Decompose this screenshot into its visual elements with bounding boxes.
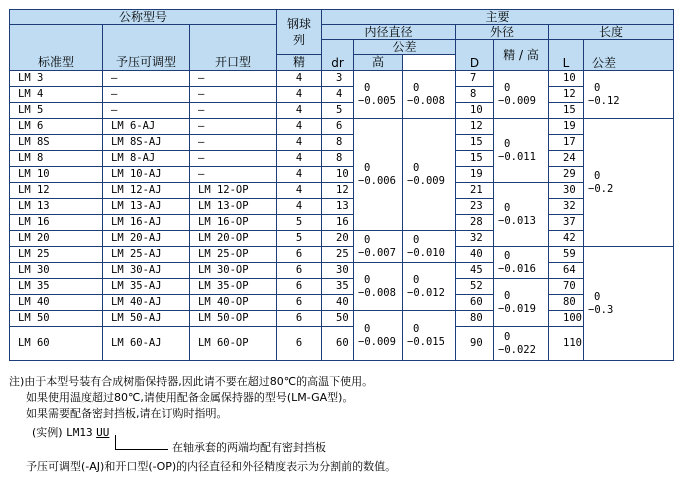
cell-D: 40 (456, 247, 494, 263)
cell-preload: LM 50-AJ (103, 311, 190, 327)
cell-open: LM 50-OP (190, 311, 277, 327)
cell-standard: LM 3 (10, 71, 103, 87)
spec-body (10, 71, 674, 361)
note-line-3: 如果需要配备密封挡板,请在订购时指明。 (26, 407, 228, 420)
cell-preload: LM 40-AJ (103, 295, 190, 311)
cell-preload: LM 60-AJ (103, 327, 190, 361)
header-balls-line2: 列 (292, 33, 305, 47)
cell-outer-tol-upper: 0 (504, 330, 511, 343)
cell-inner-precision-tol (354, 71, 403, 119)
cell-L: 12 (549, 87, 584, 103)
cell-standard: LM 50 (10, 311, 103, 327)
table-row (10, 151, 674, 167)
cell-balls: 4 (277, 103, 322, 119)
header-inner-tolerance: 公差 (354, 40, 456, 55)
cell-outer-tol-lower: −0.011 (498, 150, 536, 163)
cell-D: 28 (456, 215, 494, 231)
cell-D: 45 (456, 263, 494, 279)
table-row (10, 263, 674, 279)
cell-balls: 4 (277, 119, 322, 135)
cell-D: 15 (456, 135, 494, 151)
cell-L: 70 (549, 279, 584, 295)
header-standard: 标准型 (10, 25, 103, 71)
cell-open: — (190, 71, 277, 87)
cell-balls: 4 (277, 183, 322, 199)
cell-inner-high-tol (403, 263, 456, 311)
cell-standard: LM 35 (10, 279, 103, 295)
cell-open: LM 12-OP (190, 183, 277, 199)
header-outer-tolerance: 精 / 高 (494, 40, 549, 71)
cell-outer-tol-lower: −0.022 (498, 343, 536, 356)
cell-balls: 5 (277, 215, 322, 231)
cell-open: — (190, 87, 277, 103)
cell-inner-high-tol (403, 311, 456, 361)
cell-preload: LM 10-AJ (103, 167, 190, 183)
cell-standard: LM 16 (10, 215, 103, 231)
cell-outer-tol (494, 327, 549, 361)
cell-L: 80 (549, 295, 584, 311)
cell-open: — (190, 135, 277, 151)
cell-preload: — (103, 103, 190, 119)
table-row (10, 215, 674, 231)
cell-balls: 6 (277, 295, 322, 311)
cell-preload: LM 20-AJ (103, 231, 190, 247)
cell-dr: 35 (322, 279, 354, 295)
cell-length-tol (584, 71, 674, 119)
cell-dr: 5 (322, 103, 354, 119)
cell-standard: LM 12 (10, 183, 103, 199)
cell-L: 19 (549, 119, 584, 135)
cell-L: 29 (549, 167, 584, 183)
cell-dr: 6 (322, 119, 354, 135)
table-row (10, 119, 674, 135)
cell-outer-tol-upper: 0 (504, 81, 511, 94)
cell-outer-tol (494, 71, 549, 119)
cell-balls: 4 (277, 87, 322, 103)
cell-balls: 4 (277, 151, 322, 167)
cell-outer-tol (494, 247, 549, 279)
cell-inner-precision-tol-lower: −0.006 (358, 174, 396, 187)
cell-length-tol-lower: −0.3 (588, 303, 614, 316)
cell-standard: LM 8 (10, 151, 103, 167)
header-main: 主要 (322, 10, 674, 25)
table-row (10, 231, 674, 247)
cell-length-tol-upper: 0 (594, 290, 601, 303)
cell-balls: 5 (277, 231, 322, 247)
table-row (10, 183, 674, 199)
cell-preload: LM 16-AJ (103, 215, 190, 231)
cell-length-tol-lower: −0.2 (588, 182, 614, 195)
cell-inner-precision-tol-lower: −0.008 (358, 286, 396, 299)
cell-standard: LM 5 (10, 103, 103, 119)
cell-inner-precision-tol-upper: 0 (364, 161, 371, 174)
cell-standard: LM 20 (10, 231, 103, 247)
cell-inner-precision-tol (354, 231, 403, 263)
table-row (10, 87, 674, 103)
cell-length-tol-upper: 0 (594, 169, 601, 182)
cell-balls: 6 (277, 279, 322, 295)
cell-outer-tol-lower: −0.019 (498, 302, 536, 315)
cell-D: 80 (456, 311, 494, 327)
table-row (10, 279, 674, 295)
cell-dr: 4 (322, 87, 354, 103)
cell-inner-precision-tol-lower: −0.007 (358, 246, 396, 259)
cell-length-tol (584, 247, 674, 361)
cell-open: LM 60-OP (190, 327, 277, 361)
cell-D: 23 (456, 199, 494, 215)
header-precision: 精 (277, 55, 322, 71)
cell-inner-high-tol-upper: 0 (413, 273, 420, 286)
cell-standard: LM 25 (10, 247, 103, 263)
header-length: 长度 (549, 25, 674, 40)
cell-preload: LM 25-AJ (103, 247, 190, 263)
table-row (10, 295, 674, 311)
cell-preload: LM 8-AJ (103, 151, 190, 167)
cell-balls: 4 (277, 71, 322, 87)
cell-inner-high-tol (403, 231, 456, 263)
cell-L: 10 (549, 71, 584, 87)
cell-outer-tol (494, 279, 549, 327)
cell-open: LM 35-OP (190, 279, 277, 295)
header-D: D (456, 40, 494, 71)
cell-inner-high-tol-lower: −0.015 (407, 335, 445, 348)
cell-D: 7 (456, 71, 494, 87)
cell-inner-high-tol-upper: 0 (413, 233, 420, 246)
cell-preload: LM 35-AJ (103, 279, 190, 295)
header-balls-line1: 钢球 (286, 17, 311, 31)
cell-outer-tol (494, 119, 549, 183)
table-row (10, 247, 674, 263)
cell-inner-high-tol (403, 71, 456, 119)
table-row (10, 103, 674, 119)
cell-inner-precision-tol-upper: 0 (364, 322, 371, 335)
cell-balls: 4 (277, 199, 322, 215)
cell-dr: 30 (322, 263, 354, 279)
cell-standard: LM 6 (10, 119, 103, 135)
note-last: 予压可调型(-AJ)和开口型(-OP)的内径直径和外径精度表示为分割前的数值。 (26, 460, 397, 473)
cell-inner-high-tol-lower: −0.012 (407, 286, 445, 299)
cell-outer-tol-upper: 0 (504, 289, 511, 302)
cell-D: 52 (456, 279, 494, 295)
example (32, 426, 109, 440)
cell-D: 21 (456, 183, 494, 199)
cell-balls: 6 (277, 263, 322, 279)
cell-inner-high-tol-upper: 0 (413, 81, 420, 94)
cell-balls: 6 (277, 247, 322, 263)
cell-standard: LM 10 (10, 167, 103, 183)
cell-outer-tol-upper: 0 (504, 137, 511, 150)
cell-dr: 60 (322, 327, 354, 361)
header-preload: 予压可调型 (103, 25, 190, 71)
note-line-1: 注)由于本型号装有合成树脂保持器,因此请不要在超过80℃的高温下使用。 (9, 375, 374, 388)
cell-dr: 40 (322, 295, 354, 311)
cell-L: 64 (549, 263, 584, 279)
header-inner-diameter: 内径直径 (322, 25, 456, 40)
cell-dr: 50 (322, 311, 354, 327)
cell-outer-tol-upper: 0 (504, 249, 511, 262)
cell-L: 32 (549, 199, 584, 215)
cell-open: LM 25-OP (190, 247, 277, 263)
note-line-2: 如果使用温度超过80℃,请使用配备金属保持器的型号(LM-GA型)。 (26, 391, 354, 404)
cell-preload: — (103, 71, 190, 87)
cell-dr: 3 (322, 71, 354, 87)
cell-inner-high-tol-lower: −0.010 (407, 246, 445, 259)
cell-standard: LM 60 (10, 327, 103, 361)
cell-D: 32 (456, 231, 494, 247)
cell-D: 12 (456, 119, 494, 135)
cell-L: 30 (549, 183, 584, 199)
cell-preload: LM 12-AJ (103, 183, 190, 199)
cell-dr: 8 (322, 151, 354, 167)
cell-inner-high-tol-lower: −0.009 (407, 174, 445, 187)
cell-L: 15 (549, 103, 584, 119)
table-row (10, 311, 674, 327)
cell-outer-tol-lower: −0.013 (498, 214, 536, 227)
cell-open: — (190, 103, 277, 119)
cell-D: 90 (456, 327, 494, 361)
cell-open: — (190, 167, 277, 183)
cell-outer-tol-lower: −0.016 (498, 262, 536, 275)
cell-standard: LM 13 (10, 199, 103, 215)
header-high: 高 (354, 55, 403, 71)
example-leader-line (115, 435, 168, 450)
table-row (10, 167, 674, 183)
cell-dr: 10 (322, 167, 354, 183)
header-nominal: 公称型号 (10, 10, 277, 25)
cell-inner-precision-tol-upper: 0 (364, 273, 371, 286)
cell-D: 19 (456, 167, 494, 183)
cell-open: LM 16-OP (190, 215, 277, 231)
cell-open: LM 13-OP (190, 199, 277, 215)
cell-length-tol (584, 119, 674, 247)
example-prefix: (实例) (32, 426, 63, 439)
cell-D: 15 (456, 151, 494, 167)
example-suffix: UU (96, 426, 110, 439)
cell-preload: — (103, 87, 190, 103)
cell-open: LM 40-OP (190, 295, 277, 311)
example-description: 在轴承套的两端均配有密封挡板 (172, 441, 326, 454)
cell-D: 10 (456, 103, 494, 119)
cell-length-tol-upper: 0 (594, 81, 601, 94)
cell-L: 100 (549, 311, 584, 327)
header-outer-diameter: 外径 (456, 25, 549, 40)
cell-inner-precision-tol-lower: −0.009 (358, 335, 396, 348)
cell-balls: 4 (277, 135, 322, 151)
table-row (10, 71, 674, 87)
cell-D: 60 (456, 295, 494, 311)
table-row (10, 135, 674, 151)
cell-dr: 12 (322, 183, 354, 199)
cell-outer-tol-upper: 0 (504, 201, 511, 214)
cell-length-tol-lower: −0.12 (588, 94, 620, 107)
cell-standard: LM 30 (10, 263, 103, 279)
notes (9, 374, 373, 422)
cell-standard: LM 4 (10, 87, 103, 103)
header-dr: dr (322, 40, 354, 71)
cell-inner-high-tol-lower: −0.008 (407, 94, 445, 107)
cell-D: 8 (456, 87, 494, 103)
cell-inner-high-tol-upper: 0 (413, 161, 420, 174)
cell-inner-high-tol-upper: 0 (413, 322, 420, 335)
cell-L: 59 (549, 247, 584, 263)
cell-open: — (190, 119, 277, 135)
cell-open: LM 30-OP (190, 263, 277, 279)
cell-L: 24 (549, 151, 584, 167)
cell-L: 37 (549, 215, 584, 231)
header-balls (277, 10, 322, 55)
cell-dr: 25 (322, 247, 354, 263)
cell-balls: 4 (277, 167, 322, 183)
cell-inner-precision-tol (354, 311, 403, 361)
cell-standard: LM 40 (10, 295, 103, 311)
cell-preload: LM 8S-AJ (103, 135, 190, 151)
cell-inner-precision-tol (354, 263, 403, 311)
cell-inner-precision-tol-upper: 0 (364, 81, 371, 94)
cell-open: LM 20-OP (190, 231, 277, 247)
cell-inner-high-tol (403, 119, 456, 231)
cell-outer-tol-lower: −0.009 (498, 94, 536, 107)
cell-dr: 20 (322, 231, 354, 247)
cell-inner-precision-tol-upper: 0 (364, 233, 371, 246)
cell-standard: LM 8S (10, 135, 103, 151)
header-L: L (549, 40, 584, 71)
cell-open: — (190, 151, 277, 167)
cell-dr: 13 (322, 199, 354, 215)
cell-L: 17 (549, 135, 584, 151)
spec-table (9, 9, 674, 361)
cell-balls: 6 (277, 327, 322, 361)
cell-L: 42 (549, 231, 584, 247)
cell-preload: LM 13-AJ (103, 199, 190, 215)
cell-inner-precision-tol-lower: −0.005 (358, 94, 396, 107)
cell-outer-tol (494, 183, 549, 247)
table-row (10, 327, 674, 361)
header-length-tolerance: 公差 (584, 40, 674, 71)
cell-L: 110 (549, 327, 584, 361)
cell-balls: 6 (277, 311, 322, 327)
cell-dr: 8 (322, 135, 354, 151)
header-open: 开口型 (190, 25, 277, 71)
cell-preload: LM 6-AJ (103, 119, 190, 135)
cell-dr: 16 (322, 215, 354, 231)
example-model: LM13 (66, 426, 93, 439)
table-row (10, 199, 674, 215)
cell-inner-precision-tol (354, 119, 403, 231)
cell-preload: LM 30-AJ (103, 263, 190, 279)
